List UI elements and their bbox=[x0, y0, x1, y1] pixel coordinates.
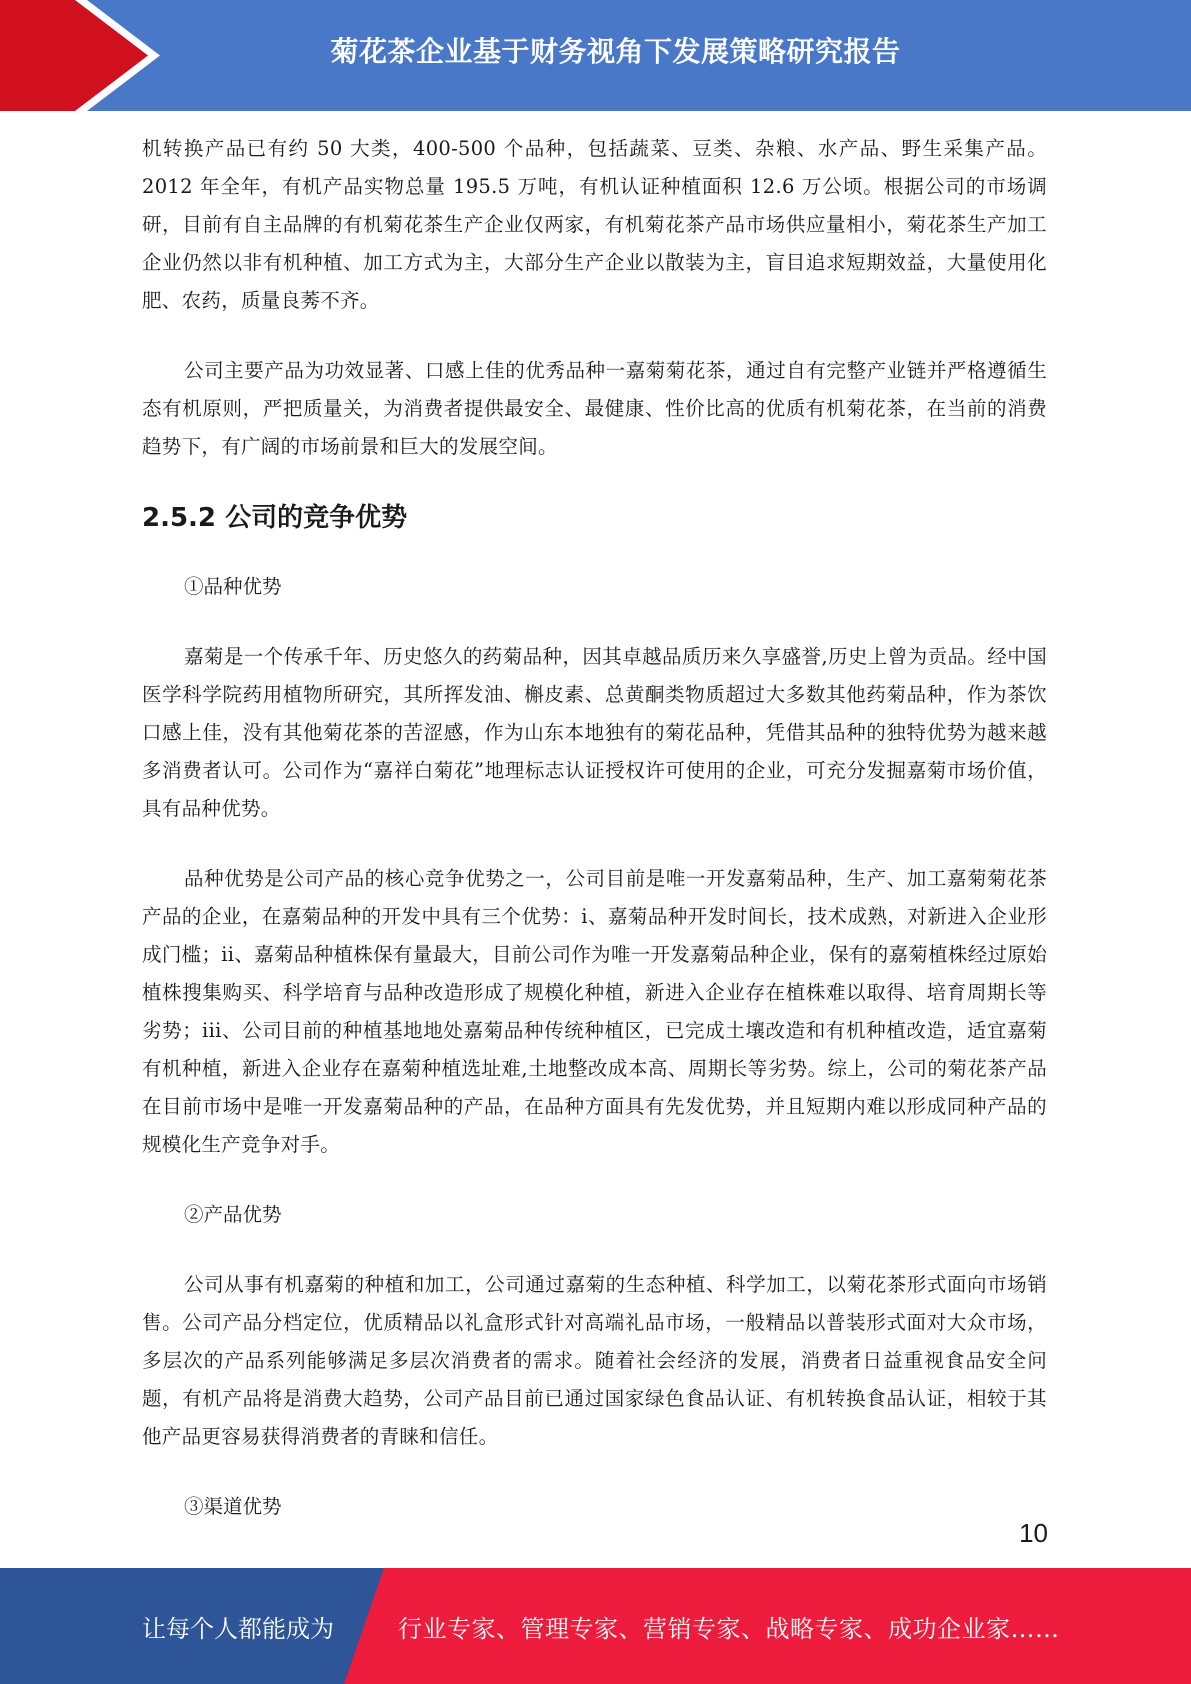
subheading-channel-advantage: ③渠道优势 bbox=[184, 1495, 282, 1518]
footer-slogan-right: 行业专家、管理专家、营销专家、战略专家、成功企业家…… bbox=[398, 1614, 1060, 1643]
paragraph-main-product: 公司主要产品为功效显著、口感上佳的优秀品种一嘉菊菊花茶，通过自有完整产业链并严格遵循生态有机原则，严把质量关，为消费者提供最安全、最健康、性价比高的优质有机菊花茶，在当前的消费趋势下，有广阔的市场前景和巨大的发展空间。 bbox=[142, 359, 1047, 458]
footer-banner bbox=[0, 1568, 1191, 1684]
section-heading: 2.5.2 公司的竞争优势 bbox=[142, 503, 408, 533]
header-bar bbox=[0, 0, 1191, 111]
document-title: 菊花茶企业基于财务视角下发展策略研究报告 bbox=[330, 35, 901, 68]
paragraph-product-advantage: 公司从事有机嘉菊的种植和加工，公司通过嘉菊的生态种植、科学加工，以菊花茶形式面向市场销售。公司产品分档定位，优质精品以礼盒形式针对高端礼品市场，一般精品以普装形式面对大众市场，多层次的产品系列能够满足多层次消费者的需求。随着社会经济的发展，消费者日益重视食品安全问题，有机产品将是消费大趋势，公司产品目前已通过国家绿色食品认证、有机转换食品认证，相较于其他产品更容易获得消费者的青睐和信任。 bbox=[142, 1273, 1047, 1448]
page-number: 10 bbox=[1019, 1518, 1048, 1548]
subheading-product-advantage: ②产品优势 bbox=[184, 1203, 282, 1226]
document-body bbox=[142, 130, 1047, 1558]
footer-slogan-left: 让每个人都能成为 bbox=[142, 1614, 334, 1643]
paragraph-organic-market: 机转换产品已有约 50 大类，400-500 个品种，包括蔬菜、豆类、杂粮、水产品、野生采集产品。2012 年全年，有机产品实物总量 195.5 万吨，有机认证种植面积 12.6 万公顷。根据公司的市场调研，目前有自主品牌的有机菊花茶生产企业仅两家，有机菊花茶产品市场供应量相小，菊花茶生产加工企业仍然以非有机种植、加工方式为主，大部分生产企业以散装为主，盲目追求短期效益，大量使用化肥、农药，质量良莠不齐。 bbox=[142, 137, 1047, 312]
subheading-variety-advantage: ①品种优势 bbox=[184, 575, 282, 598]
paragraph-jiaju-history: 嘉菊是一个传承千年、历史悠久的药菊品种，因其卓越品质历来久享盛誉,历史上曾为贡品。经中国医学科学院药用植物所研究，其所挥发油、槲皮素、总黄酮类物质超过大多数其他药菊品种，作为茶饮口感上佳，没有其他菊花茶的苦涩感，作为山东本地独有的菊花品种，凭借其品种的独特优势为越来越多消费者认可。公司作为“嘉祥白菊花”地理标志认证授权许可使用的企业，可充分发掘嘉菊市场价值，具有品种优势。 bbox=[142, 645, 1047, 820]
paragraph-variety-core-advantage: 品种优势是公司产品的核心竞争优势之一，公司目前是唯一开发嘉菊品种，生产、加工嘉菊菊花茶产品的企业，在嘉菊品种的开发中具有三个优势：i、嘉菊品种开发时间长，技术成熟，对新进入企业形成门槛；ii、嘉菊品种植株保有量最大，目前公司作为唯一开发嘉菊品种企业，保有的嘉菊植株经过原始植株搜集购买、科学培育与品种改造形成了规模化种植，新进入企业存在植株难以取得、培育周期长等劣势；iii、公司目前的种植基地地处嘉菊品种传统种植区，已完成土壤改造和有机种植改造，适宜嘉菊有机种植，新进入企业存在嘉菊种植选址难,土地整改成本高、周期长等劣势。综上，公司的菊花茶产品在目前市场中是唯一开发嘉菊品种的产品，在品种方面具有先发优势，并且短期内难以形成同种产品的规模化生产竞争对手。 bbox=[142, 867, 1047, 1156]
